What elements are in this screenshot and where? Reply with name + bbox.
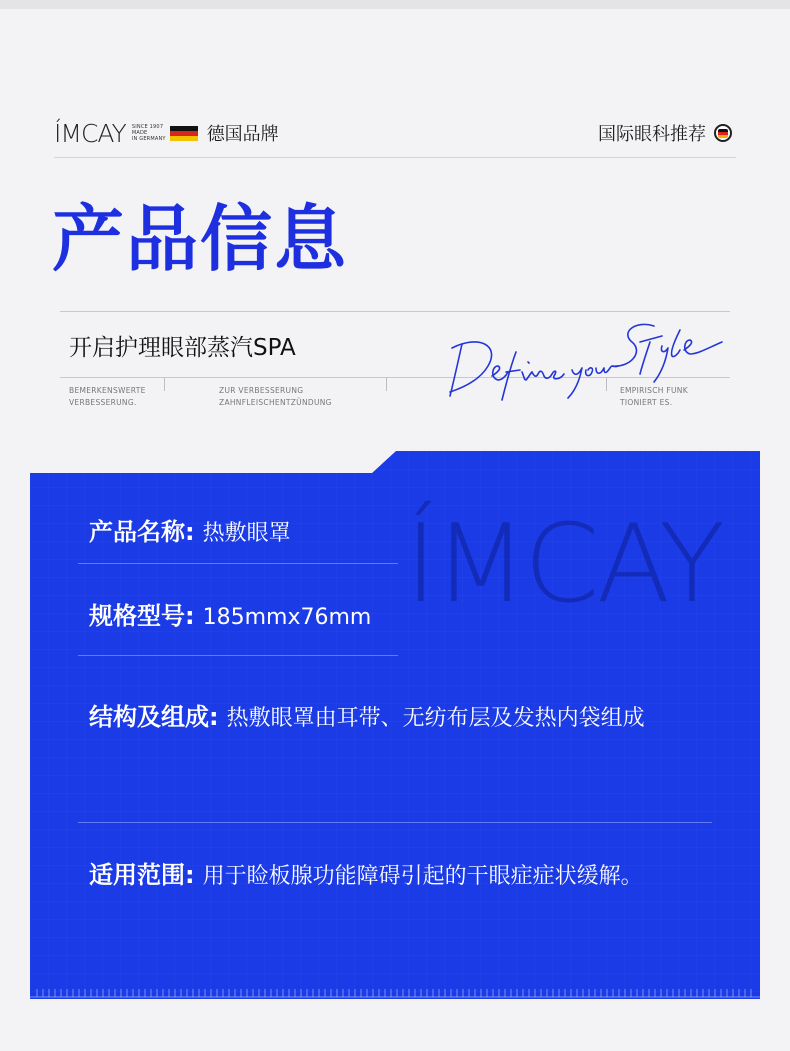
tiny-caption-3: EMPIRISCH FUNK TIONIERT ES.: [620, 386, 688, 407]
info-label: 产品名称:: [89, 518, 195, 546]
info-label: 适用范围:: [89, 861, 195, 889]
brand-header: [54, 118, 279, 148]
tiny-caption-2: ZUR VERBESSERUNG ZAHNFLEISCHENTZÜNDUNG: [219, 386, 332, 407]
column-separator: [386, 377, 387, 391]
brand-logo: ÍMCAY: [54, 118, 126, 148]
column-separator: [164, 377, 165, 391]
info-row-model: [89, 596, 371, 631]
info-value: 热敷眼罩由耳带、无纺布层及发热内袋组成: [226, 706, 645, 731]
row-divider: [78, 655, 398, 656]
recommend-label: 国际眼科推荐: [598, 124, 706, 145]
info-label: 规格型号:: [89, 602, 195, 630]
german-flag-icon: [170, 126, 198, 141]
row-divider: [78, 563, 398, 564]
info-value: 热敷眼罩: [202, 521, 291, 546]
brand-label: 德国品牌: [206, 124, 279, 145]
info-value: 185mmx76mm: [202, 605, 372, 630]
page-title: 产品信息: [52, 197, 349, 281]
german-flag-badge-icon: [714, 124, 732, 142]
since-text: SINCE 1907 MADE IN GERMANY: [131, 124, 166, 142]
recommend-badge: [598, 120, 732, 146]
tiny-caption-1: BEMERKENSWERTE VERBESSERUNG.: [69, 386, 146, 407]
info-row-structure: [89, 697, 645, 732]
page-subtitle: 开启护理眼部蒸汽SPA: [69, 335, 296, 361]
info-row-product-name: [89, 512, 291, 547]
signature-define-your-style: [440, 312, 730, 404]
row-divider: [78, 822, 712, 823]
top-strip: [0, 0, 790, 9]
header-divider: [54, 157, 736, 158]
info-value: 用于睑板腺功能障碍引起的干眼症症状缓解。: [202, 864, 643, 889]
panel-watermark-logo: ÍMCAY: [405, 502, 722, 627]
info-row-scope: [89, 855, 643, 890]
info-label: 结构及组成:: [89, 703, 219, 731]
